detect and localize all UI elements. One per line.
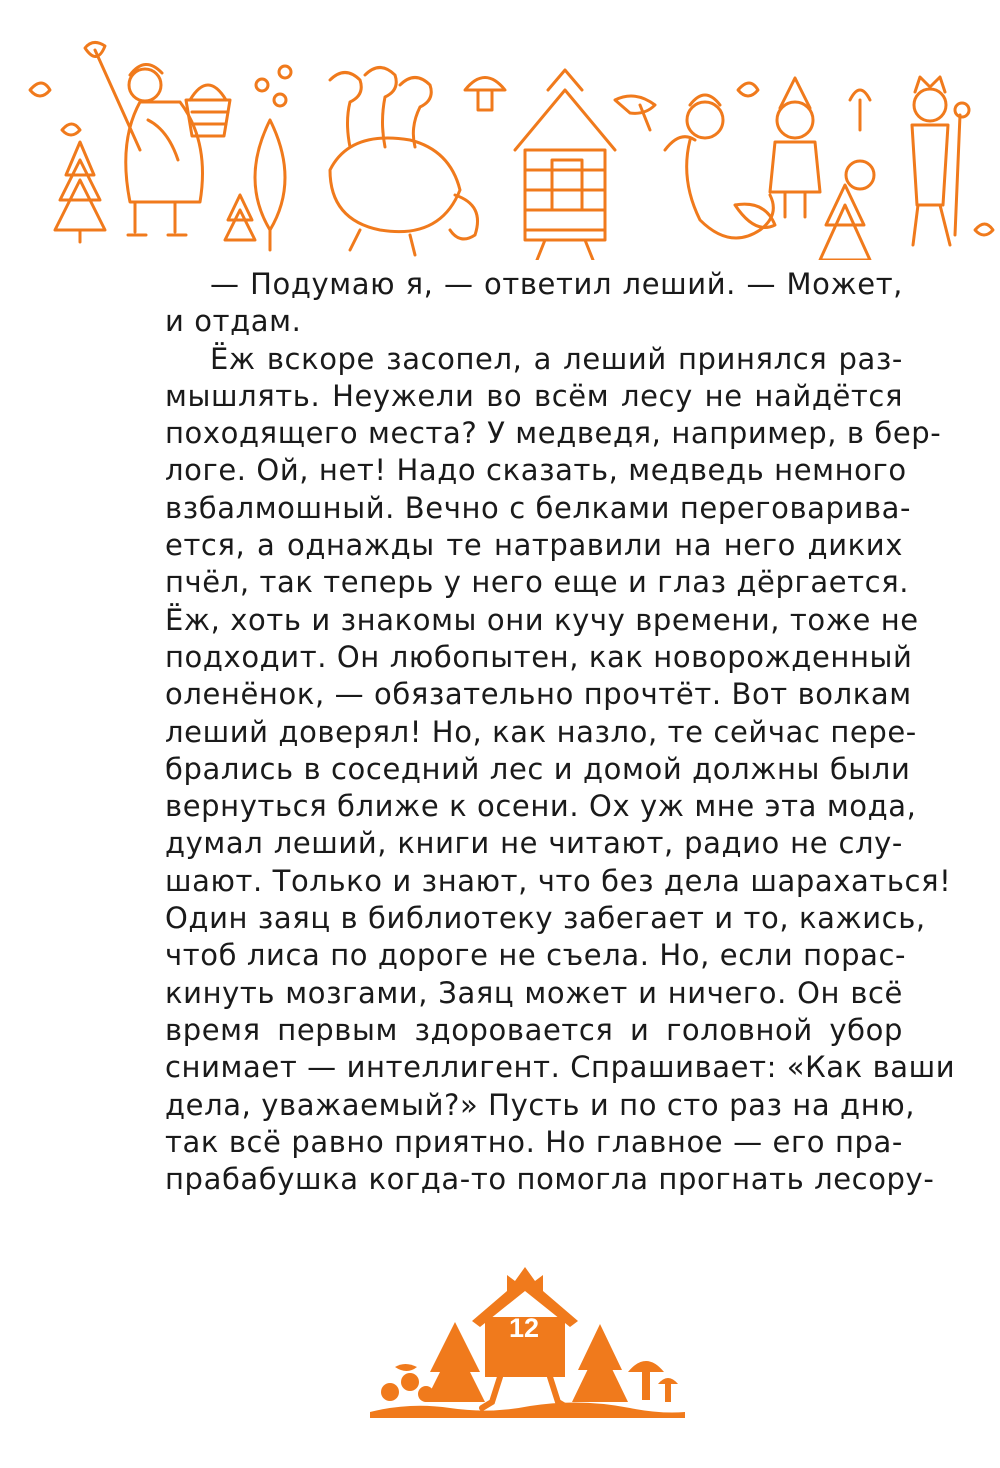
text-line: — Подумаю я, — ответил леший. — Может, [210, 267, 903, 301]
text-line: чтоб лиса по дороге не съела. Но, если порас- [165, 938, 907, 973]
text-line: время первым здоровается и головной убор [165, 1012, 903, 1047]
leaf-icon [62, 124, 80, 135]
text-line: оленёнок, — обязательно прочтёт. Вот волкам [165, 677, 912, 712]
text-line: взбалмошный. Вечно с белками переговарива- [165, 490, 912, 525]
leaf-icon [30, 83, 50, 96]
berry-icon [256, 79, 268, 91]
fir-tree-icon [572, 1324, 628, 1402]
basket-icon [186, 85, 230, 136]
text-line: кинуть мозгами, Заяц может и ничего. Он всё [165, 975, 903, 1010]
leaf-icon [738, 83, 758, 96]
text-line: и отдам. [165, 304, 302, 339]
berry-icon [274, 94, 286, 106]
text-line: шают. Только и знают, что без дела шарахаться! [165, 863, 952, 898]
mermaid-icon [665, 95, 775, 238]
hut-on-chicken-legs-icon [515, 70, 615, 260]
leaf-icon [395, 1364, 417, 1371]
fir-tree-icon [425, 1322, 485, 1402]
text-line: брались в соседний лес и домой должны были [165, 751, 911, 786]
text-line: ется, а однажды те натравили на него диких [165, 528, 903, 563]
text-line: мышлять. Неужели во всём лесу не найдётся [165, 378, 903, 413]
fir-tree-icon [55, 142, 105, 242]
leaf-icon [975, 224, 993, 235]
mushroom-icon [658, 1378, 678, 1402]
mushroom-icon [465, 78, 505, 111]
text-line: снимает — интеллигент. Спрашивает: «Как ваши [165, 1050, 956, 1085]
kolobok-icon [846, 161, 874, 189]
text-line: походящего места? У медведя, например, в бер- [165, 416, 942, 451]
gnome-icon [770, 78, 820, 217]
mushroom-icon [628, 1361, 664, 1400]
text-line: вернуться ближе к осени. Ох уж мне эта мода, [165, 789, 917, 824]
text-line: дела, уважаемый?» Пусть и по сто раз на дню, [165, 1087, 916, 1122]
berry-icon [401, 1373, 419, 1391]
birch-tree-icon [255, 120, 285, 250]
text-line: пчёл, так теперь у него еще и глаз дёргается. [165, 565, 910, 600]
crow-icon [615, 96, 655, 130]
text-line: логе. Ой, нет! Надо сказать, медведь немного [165, 453, 907, 488]
text-line: Ёж вскоре засопел, а леший принялся раз- [210, 341, 903, 376]
baba-yaga-icon [85, 42, 203, 235]
text-line: подходит. Он любопытен, как новорожденный [165, 639, 913, 674]
text-line: Один заяц в библиотеку забегает и то, кажись, [165, 901, 926, 936]
page-number: 12 [508, 1313, 540, 1343]
text-line: думал леший, книги не читают, радио не слу- [165, 826, 903, 861]
text-line: леший доверял! Но, как назло, те сейчас пере- [165, 714, 917, 749]
header-illustration [0, 30, 1000, 260]
berry-icon [279, 66, 291, 78]
koschei-icon [912, 77, 969, 245]
fir-tree-icon [820, 185, 870, 260]
berry-icon [381, 1383, 399, 1401]
flower-icon [850, 90, 870, 130]
text-line: Ёж, хоть и знакомы они кучу времени, тоже не [165, 602, 919, 637]
fir-tree-icon [225, 195, 255, 240]
text-line: так всё равно приятно. Но главное — его пра- [165, 1124, 903, 1159]
ground-silhouette [370, 1402, 685, 1418]
three-headed-dragon-icon [330, 68, 478, 256]
text-line: прабабушка когда-то помогла прогнать лесору- [165, 1162, 935, 1197]
story-text [165, 266, 956, 1198]
